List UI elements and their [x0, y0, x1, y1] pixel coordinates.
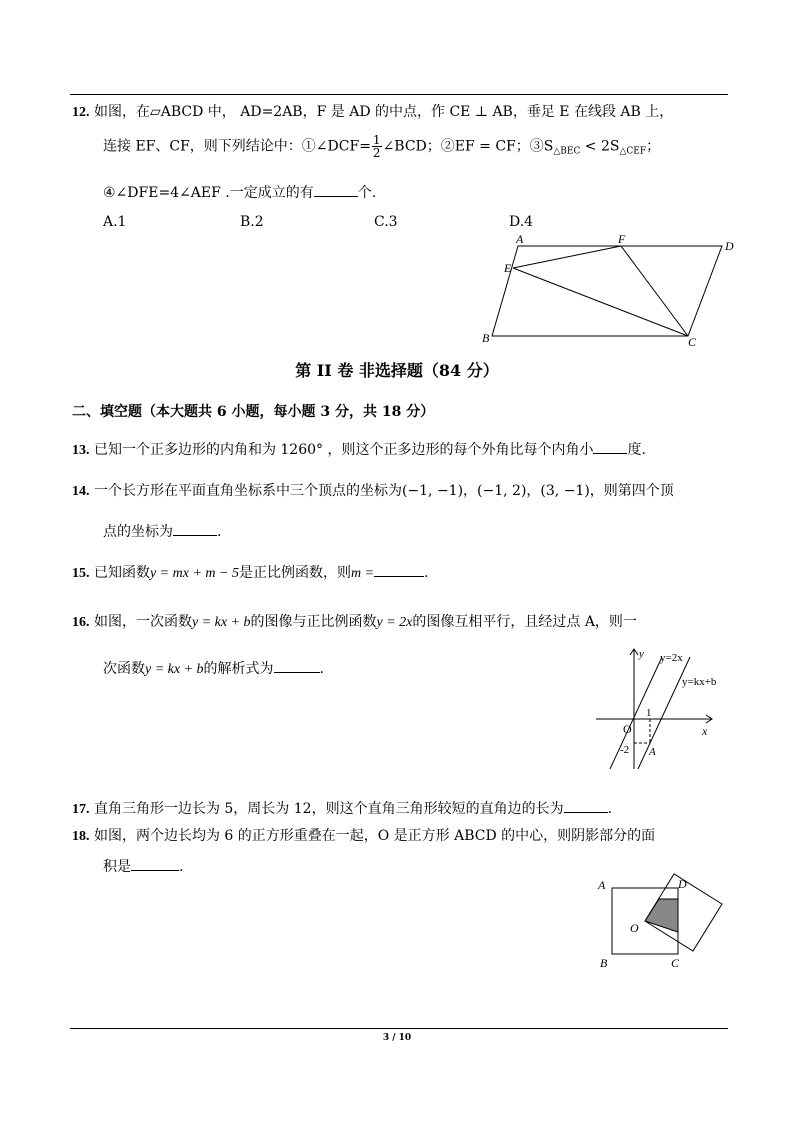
q16-text: 的图像与正比例函数	[250, 614, 377, 630]
option-a[interactable]: A.1	[103, 214, 127, 230]
label-origin: O	[623, 722, 632, 736]
q16-number: 16.	[72, 615, 90, 630]
q13-text: 已知一个正多边形的内角和为 1260° ，则这个正多边形的每个外角比每个内角小	[93, 442, 594, 458]
option-b[interactable]: B.2	[240, 214, 264, 230]
q12-text: ∠BCD；②EF = CF；③S	[382, 138, 554, 155]
label-b: B	[600, 956, 608, 970]
answer-blank[interactable]	[274, 658, 320, 673]
formula: y = 2x	[376, 615, 413, 630]
q12-text: ④∠DFE=4∠AEF .一定成立的有	[103, 185, 314, 201]
fraction-one-half	[372, 134, 382, 159]
label-e: E	[504, 261, 512, 275]
q16-line1	[72, 612, 637, 633]
q12-text: 个.	[357, 185, 377, 201]
q12-line1	[72, 102, 673, 123]
q16-text: 次函数	[103, 661, 145, 677]
subscript: △BEC	[553, 146, 581, 157]
parallelogram-abcd	[492, 246, 722, 336]
q17-text: .	[607, 801, 613, 817]
subscript: △CEF	[619, 146, 647, 157]
q16-graph-figure	[592, 645, 730, 775]
q16-text: 的解析式为	[203, 661, 274, 677]
q14-text: 一个长方形在平面直角坐标系中三个顶点的坐标为(−1, −1)，(−1, 2)，(3, −1)，则第四个顶	[93, 483, 674, 499]
q18-text: 积是	[103, 859, 131, 875]
frac-num: 1	[372, 133, 381, 147]
option-d[interactable]: D.4	[509, 214, 534, 230]
parallelogram-symbol: ▱	[149, 104, 161, 120]
q17-text: 直角三角形一边长为 5，周长为 12，则这个直角三角形较短的直角边的长为	[93, 801, 564, 817]
label-c: C	[671, 956, 680, 970]
q16-text: 如图，一次函数	[93, 614, 192, 630]
answer-blank[interactable]	[131, 856, 179, 871]
q12-text: ABCD 中， AD=2AB，F 是 AD 的中点，作 CE ⊥ AB，垂足 E 在线段 AB 上，	[160, 104, 674, 120]
q16-text: .	[319, 661, 324, 677]
q16-text: 的图像互相平行，且经过点 A，则一	[412, 614, 637, 630]
q13-line	[72, 439, 646, 461]
label-neg2: -2	[620, 744, 630, 756]
label-d: D	[725, 239, 734, 253]
segment-ef	[513, 246, 621, 268]
page-number: 3 / 10	[382, 1033, 412, 1043]
label-y-2x: y=2x	[660, 652, 683, 664]
q14-text: 点的坐标为	[103, 524, 173, 540]
q18-line1	[72, 826, 655, 847]
answer-blank[interactable]	[564, 798, 608, 813]
top-rule	[70, 94, 728, 95]
q12-line3	[103, 182, 376, 203]
q18-text: 如图，两个边长均为 6 的正方形重叠在一起，O 是正方形 ABCD 的中心，则阴影部分的面	[93, 828, 656, 844]
q13-number: 13.	[72, 443, 90, 458]
q12-text: 连接 EF、CF，则下列结论中：①∠DCF=	[103, 138, 371, 155]
answer-blank[interactable]	[314, 182, 358, 197]
option-c[interactable]: C.3	[374, 214, 398, 230]
frac-den: 2	[372, 146, 381, 160]
formula: m =	[350, 566, 375, 581]
label-f: F	[618, 232, 626, 246]
bottom-rule	[70, 1028, 728, 1029]
label-c: C	[688, 335, 697, 349]
q14-text: .	[217, 524, 222, 540]
q17-number: 17.	[72, 802, 90, 817]
q18-squares-figure	[594, 872, 744, 976]
q12-text: 如图，在	[93, 104, 150, 120]
q15-line	[72, 562, 428, 584]
q18-line2	[103, 856, 183, 877]
formula: y = kx + b	[191, 615, 251, 630]
label-o: O	[630, 921, 639, 935]
q18-number: 18.	[72, 829, 90, 844]
q16-line2	[103, 658, 324, 680]
label-d: D	[678, 877, 687, 891]
q15-text: 已知函数	[93, 565, 150, 581]
label-y-kx-b: y=kx+b	[682, 676, 717, 688]
q15-text: .	[424, 565, 429, 581]
q12-number: 12.	[72, 105, 90, 120]
answer-blank[interactable]	[173, 521, 217, 536]
label-y: y	[639, 648, 644, 660]
segment-ec	[513, 268, 688, 336]
q12-text: < 2S	[580, 138, 620, 155]
q13-text: 度.	[627, 442, 646, 458]
answer-blank[interactable]	[374, 562, 424, 577]
formula: y = kx + b	[145, 662, 204, 677]
q17-line	[72, 798, 612, 820]
label-a: A	[649, 746, 656, 758]
q14-number: 14.	[72, 484, 90, 499]
q15-text: 是正比例函数，则	[238, 565, 351, 581]
section-heading: 二、填空题（本大题共 6 小题，每小题 3 分，共 18 分）	[72, 404, 435, 420]
q12-text: ；	[646, 138, 661, 155]
q15-number: 15.	[72, 566, 90, 581]
q14-line1	[72, 481, 674, 502]
q12-line2	[103, 134, 660, 162]
shaded-region	[645, 899, 678, 932]
q14-line2	[103, 521, 221, 542]
q12-parallelogram-figure	[478, 232, 748, 352]
label-x: x	[702, 724, 708, 738]
label-a: A	[598, 878, 606, 892]
answer-blank[interactable]	[593, 439, 627, 454]
section-title: 第 II 卷 非选择题（84 分）	[295, 361, 499, 380]
label-one: 1	[646, 707, 652, 719]
label-a: A	[516, 232, 524, 246]
label-b: B	[482, 331, 490, 345]
formula: y = mx + m − 5	[149, 566, 239, 581]
q18-text: .	[179, 859, 184, 875]
